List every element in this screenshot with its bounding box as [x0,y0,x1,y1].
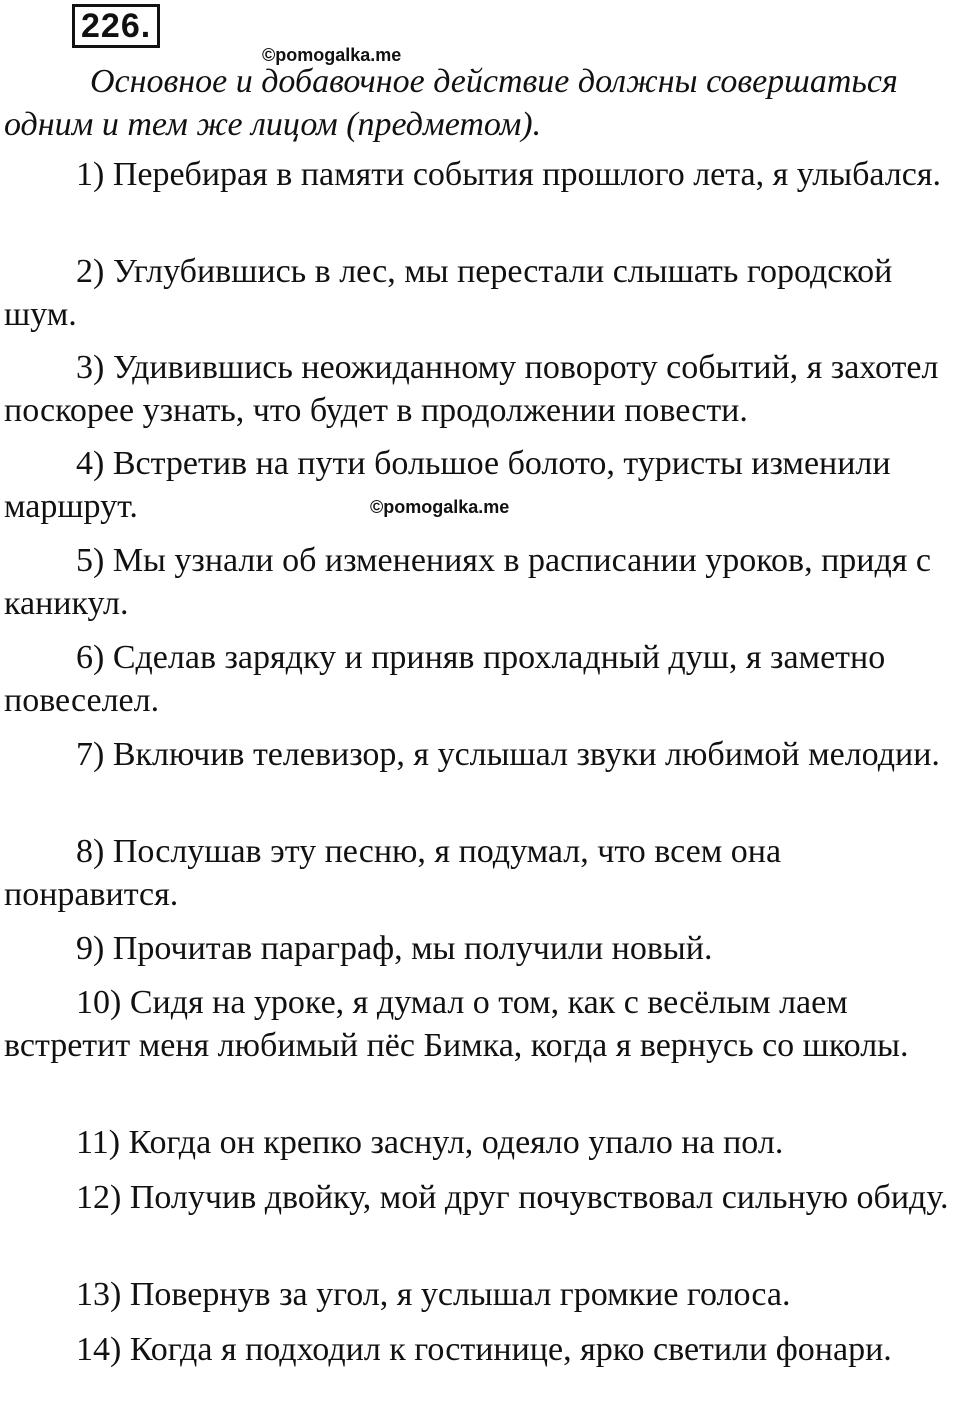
watermark: ©pomogalka.me [370,497,510,517]
sentence-item-10: 10) Сидя на уроке, я думал о том, как с весёлым лаем встретит меня любимый пёс Бимка, когда я вернусь со школы. [4,984,909,1064]
rule-intro: Основное и добавочное действие должны совершаться одним и тем же лицом (предметом). [4,63,898,143]
sentence-item-3: 3) Удивившись неожиданному повороту событий, я захотел поскорее узнать, что будет в продолжении повести. [4,349,939,429]
sentence-item-13: 13) Повернув за угол, я услышал громкие голоса. [76,1276,791,1313]
watermark: ©pomogalka.me [262,45,402,65]
task-number-box: 226. [72,4,160,48]
sentence-item-14: 14) Когда я подходил к гостинице, ярко светили фонари. [76,1331,892,1368]
sentence-item-9: 9) Прочитав параграф, мы получили новый. [76,930,713,967]
sentence-item-12: 12) Получив двойку, мой друг почувствовал сильную обиду. [76,1179,949,1216]
sentence-item-8: 8) Послушав эту песню, я подумал, что всем она понравится. [4,833,782,913]
sentence-item-7: 7) Включив телевизор, я услышал звуки любимой мелодии. [76,736,940,773]
sentence-item-11: 11) Когда он крепко заснул, одеяло упало на пол. [76,1124,784,1161]
sentence-item-6: 6) Сделав зарядку и приняв прохладный душ, я заметно повеселел. [4,639,886,719]
sentence-item-2: 2) Углубившись в лес, мы перестали слышать городской шум. [4,253,893,333]
sentence-item-1: 1) Перебирая в памяти события прошлого лета, я улыбался. [76,156,941,193]
sentence-item-5: 5) Мы узнали об изменениях в расписании уроков, придя с каникул. [4,542,932,622]
sentence-item-4: 4) Встретив на пути большое болото, туристы изменили маршрут. [4,445,891,525]
